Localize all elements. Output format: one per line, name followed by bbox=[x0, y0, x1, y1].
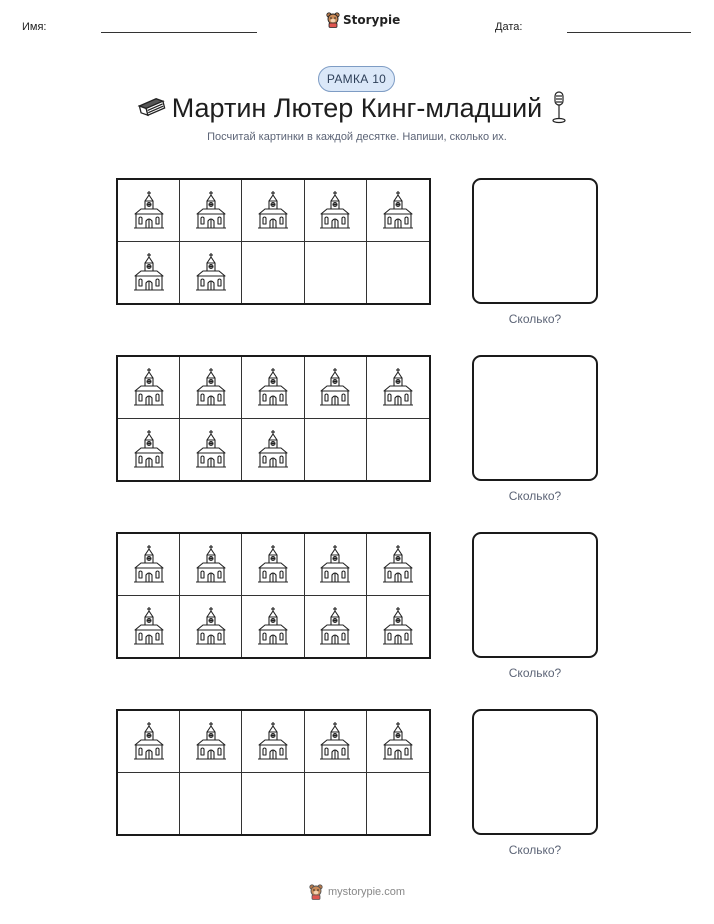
microphone-icon bbox=[551, 90, 567, 124]
ten-frame-cell bbox=[305, 596, 367, 658]
ten-frame-cell bbox=[242, 242, 304, 304]
ten-frame-cell bbox=[180, 357, 242, 419]
church-icon bbox=[256, 544, 290, 584]
ten-frame-cell bbox=[305, 242, 367, 304]
ten-frame-cell bbox=[180, 180, 242, 242]
how-many-label: Сколько? bbox=[508, 666, 562, 680]
ten-frame-cell bbox=[118, 242, 180, 304]
date-line[interactable] bbox=[567, 32, 691, 33]
ten-frame-cell bbox=[367, 773, 429, 835]
brand-logo bbox=[326, 12, 400, 28]
bear-logo-icon bbox=[326, 12, 340, 28]
bear-logo-icon bbox=[309, 884, 323, 900]
church-icon bbox=[132, 367, 166, 407]
ten-frame-cell bbox=[180, 596, 242, 658]
ten-frame-cell bbox=[242, 534, 304, 596]
name-label: Имя: bbox=[22, 21, 47, 33]
answer-box[interactable] bbox=[472, 709, 598, 835]
ten-frame-cell bbox=[118, 180, 180, 242]
ten-frame-cell bbox=[305, 419, 367, 481]
ten-frame bbox=[116, 178, 431, 305]
answer-box[interactable] bbox=[472, 355, 598, 481]
footer bbox=[0, 884, 714, 900]
church-icon bbox=[318, 606, 352, 646]
church-icon bbox=[381, 721, 415, 761]
church-icon bbox=[318, 367, 352, 407]
instructions: Посчитай картинки в каждой десятке. Напиши, сколько их. bbox=[207, 131, 507, 143]
ten-frame-cell bbox=[367, 596, 429, 658]
church-icon bbox=[194, 606, 228, 646]
ten-frame-cell bbox=[367, 711, 429, 773]
church-icon bbox=[256, 190, 290, 230]
church-icon bbox=[194, 544, 228, 584]
church-icon bbox=[132, 606, 166, 646]
ten-frame-cell bbox=[242, 357, 304, 419]
church-icon bbox=[381, 544, 415, 584]
ten-frame-cell bbox=[118, 773, 180, 835]
answer-box[interactable] bbox=[472, 178, 598, 304]
ten-frame-cell bbox=[242, 180, 304, 242]
ten-frame-cell bbox=[305, 534, 367, 596]
church-icon bbox=[381, 606, 415, 646]
ten-frame-cell bbox=[118, 419, 180, 481]
church-icon bbox=[194, 252, 228, 292]
ten-frame-cell bbox=[180, 534, 242, 596]
church-icon bbox=[381, 367, 415, 407]
page-title: Мартин Лютер Кинг-младший bbox=[171, 93, 543, 123]
ten-frame-cell bbox=[242, 419, 304, 481]
church-icon bbox=[194, 721, 228, 761]
ten-frame-cell bbox=[367, 419, 429, 481]
ten-frame bbox=[116, 709, 431, 836]
ten-frame bbox=[116, 355, 431, 482]
church-icon bbox=[194, 429, 228, 469]
footer-url: mystorypie.com bbox=[327, 886, 406, 898]
church-icon bbox=[256, 367, 290, 407]
church-icon bbox=[132, 544, 166, 584]
name-line[interactable] bbox=[101, 32, 257, 33]
how-many-label: Сколько? bbox=[508, 312, 562, 326]
ten-frame-cell bbox=[367, 242, 429, 304]
ten-frame-cell bbox=[180, 711, 242, 773]
church-icon bbox=[318, 544, 352, 584]
ten-frame-cell bbox=[242, 596, 304, 658]
ten-frame-cell bbox=[180, 242, 242, 304]
church-icon bbox=[132, 252, 166, 292]
ten-frame-cell bbox=[118, 711, 180, 773]
ten-frame-cell bbox=[367, 357, 429, 419]
ten-frame-cell bbox=[305, 180, 367, 242]
ten-frame-cell bbox=[118, 534, 180, 596]
church-icon bbox=[381, 190, 415, 230]
ten-frame-cell bbox=[180, 773, 242, 835]
church-icon bbox=[132, 429, 166, 469]
church-icon bbox=[318, 190, 352, 230]
ten-frame-cell bbox=[305, 711, 367, 773]
church-icon bbox=[132, 721, 166, 761]
ten-frame-cell bbox=[242, 773, 304, 835]
church-icon bbox=[256, 606, 290, 646]
ten-frame-cell bbox=[305, 357, 367, 419]
frame-badge: РАМКА 10 bbox=[318, 66, 395, 92]
church-icon bbox=[194, 190, 228, 230]
date-label: Дата: bbox=[495, 21, 523, 33]
answer-box[interactable] bbox=[472, 532, 598, 658]
ten-frame-cell bbox=[305, 773, 367, 835]
church-icon bbox=[256, 429, 290, 469]
ten-frame-cell bbox=[118, 596, 180, 658]
ten-frame bbox=[116, 532, 431, 659]
brand-name: Storypie bbox=[343, 13, 401, 27]
how-many-label: Сколько? bbox=[508, 489, 562, 503]
ten-frame-cell bbox=[180, 419, 242, 481]
how-many-label: Сколько? bbox=[508, 843, 562, 857]
church-icon bbox=[256, 721, 290, 761]
church-icon bbox=[318, 721, 352, 761]
ten-frame-cell bbox=[118, 357, 180, 419]
church-icon bbox=[194, 367, 228, 407]
ten-frame-cell bbox=[367, 180, 429, 242]
ten-frame-cell bbox=[367, 534, 429, 596]
church-icon bbox=[132, 190, 166, 230]
ten-frame-cell bbox=[242, 711, 304, 773]
